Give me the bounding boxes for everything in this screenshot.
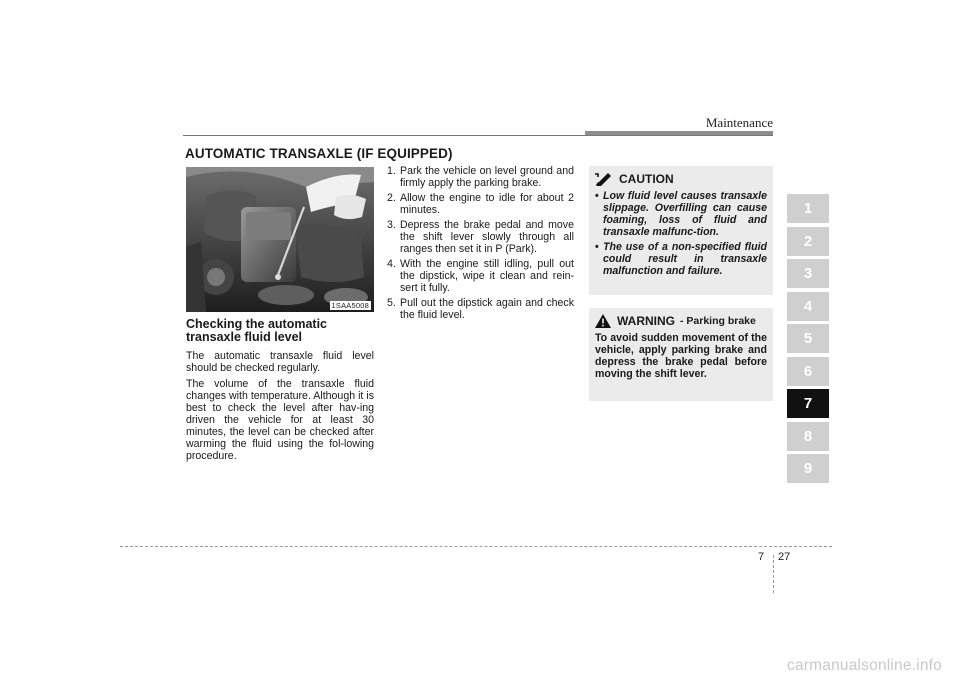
chapter-tab-6[interactable]: 6 — [787, 357, 829, 386]
engine-bay-photo — [186, 167, 374, 312]
footer-rule — [120, 546, 832, 547]
warning-box — [589, 308, 773, 401]
chapter-tab-7[interactable]: 7 — [787, 389, 829, 418]
chapter-tab-4[interactable]: 4 — [787, 292, 829, 321]
step-text: Depress the brake pedal and move the shift lever slowly through all ranges then set it in P (Park). — [400, 219, 574, 255]
caution-title: CAUTION — [619, 172, 674, 186]
chapter-tab-1[interactable]: 1 — [787, 194, 829, 223]
chapter-tab-5[interactable]: 5 — [787, 324, 829, 353]
footer-divider — [773, 555, 774, 593]
step-item — [387, 258, 574, 294]
header-rule — [183, 135, 773, 136]
caution-item: • The use of a non-specified fluid could result in transaxle malfunction and failure. — [595, 241, 767, 277]
chapter-tabs — [787, 194, 829, 487]
footer-page-number: 27 — [778, 551, 791, 563]
footer-chapter-number: 7 — [758, 551, 765, 563]
warning-triangle-icon — [595, 314, 611, 328]
step-number: 3. — [387, 219, 396, 231]
section-name: Maintenance — [705, 115, 773, 130]
step-number: 4. — [387, 258, 396, 270]
chapter-tab-3[interactable]: 3 — [787, 259, 829, 288]
caution-box — [589, 166, 773, 295]
warning-title-row — [595, 314, 767, 328]
step-item — [387, 192, 574, 216]
left-column — [186, 318, 374, 466]
chapter-tab-2[interactable]: 2 — [787, 227, 829, 256]
caution-title-row — [595, 172, 767, 186]
engine-bay-illustration — [186, 167, 374, 312]
step-text: With the engine still idling, pull out the dipstick, wipe it clean and rein-sert it fully. — [400, 258, 574, 294]
watermark: carmanualsonline.info — [787, 657, 942, 674]
chapter-tab-9[interactable]: 9 — [787, 454, 829, 483]
caution-item: • Low fluid level causes transaxle slippage. Overfilling can cause foaming, loss of fluid and transaxle malfunc-tion. — [595, 190, 767, 238]
warning-text: To avoid sudden movement of the vehicle, apply parking brake and depress the brake pedal before moving the shift lever. — [595, 332, 767, 380]
step-item — [387, 165, 574, 189]
warning-title: WARNING — [617, 314, 675, 328]
step-item — [387, 297, 574, 321]
figure-code: 1SAA5008 — [331, 301, 369, 310]
paragraph: The automatic transaxle fluid level should be checked regularly. — [186, 350, 374, 374]
main-heading: AUTOMATIC TRANSAXLE (IF EQUIPPED) — [185, 146, 453, 161]
step-number: 2. — [387, 192, 396, 204]
procedure-steps — [387, 165, 574, 324]
wrench-pencil-icon — [595, 172, 613, 186]
subheading: Checking the automatic transaxle fluid level — [186, 317, 327, 344]
step-item — [387, 219, 574, 255]
step-text: Allow the engine to idle for about 2 minutes. — [400, 192, 574, 216]
warning-subtitle: - Parking brake — [680, 315, 756, 327]
step-number: 5. — [387, 297, 396, 309]
step-number: 1. — [387, 165, 396, 177]
step-text: Park the vehicle on level ground and firmly apply the parking brake. — [400, 165, 574, 189]
chapter-tab-8[interactable]: 8 — [787, 422, 829, 451]
paragraph: The volume of the transaxle fluid changes with temperature. Although it is best to check the level after hav-ing driven the vehicle for at least 30 minutes, the level can be checked after warming the fluid using the fol-lowing procedure. — [186, 378, 374, 462]
step-text: Pull out the dipstick again and check the fluid level. — [400, 297, 574, 321]
